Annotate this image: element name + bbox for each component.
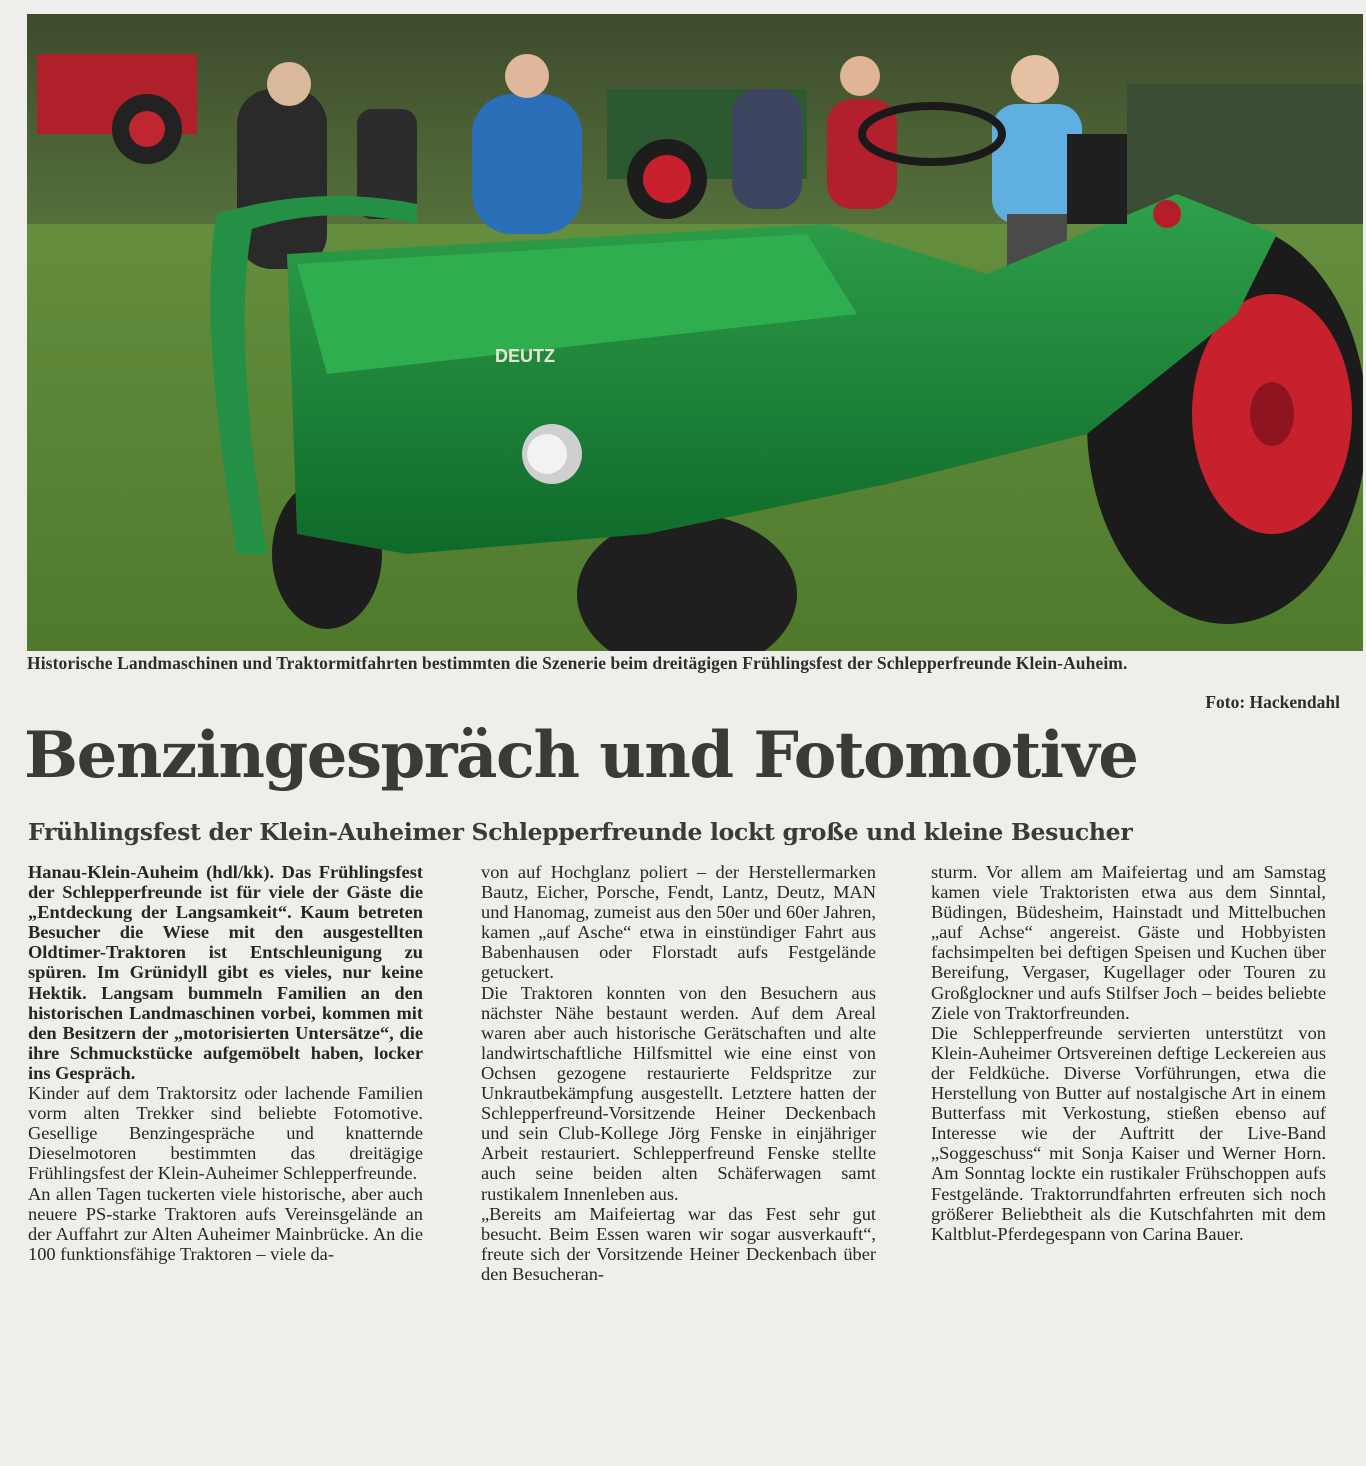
paragraph: Kinder auf dem Traktorsitz oder lachende Familien vorm alten Trekker sind beliebte Fotomotive. Gesellige Benzingespräche und knatternde Dieselmotoren bestimmten das dreitägige Frühlingsfest der Klein-Auheimer Schlepperfreunde. — [28, 1083, 423, 1184]
paragraph: „Bereits am Maifeiertag war das Fest sehr gut besucht. Beim Essen waren wir sogar ausverkauft“, freute sich der Vorsitzende Heiner Deckenbach über den Besucheran- — [481, 1203, 876, 1284]
article-column-2 — [481, 862, 876, 1284]
article-column-3 — [931, 862, 1326, 1244]
article-column-1 — [28, 862, 423, 1264]
article-headline: Benzingespräch und Fotomotive — [24, 718, 1138, 793]
photo-caption: Historische Landmaschinen und Traktormitfahrten bestimmten die Szenerie beim dreitägigen Frühlingsfest der Schlepperfreunde Klein-Auheim. — [27, 653, 1128, 673]
lead-paragraph: Hanau-Klein-Auheim (hdl/kk). Das Frühlingsfest der Schlepperfreunde ist für viele der Gäste die „Entdeckung der Langsamkeit“. Kaum betreten Besucher die Wiese mit den ausgestellten Oldtimer-Traktoren ist Entschleunigung zu spüren. Im Grünidyll gibt es vieles, nur keine Hektik. Langsam bummeln Familien an den historischen Landmaschinen vorbei, kommen mit den Besitzern der „motorisierten Untersätze“, die ihre Schmuckstücke aufgemöbelt haben, locker ins Gespräch. — [28, 862, 423, 1083]
photo-credit: Foto: Hackendahl — [1205, 692, 1340, 712]
hood-brand-badge: DEUTZ — [495, 346, 555, 366]
article-subheadline: Frühlingsfest der Klein-Auheimer Schlepperfreunde lockt große und kleine Besucher — [28, 818, 1133, 846]
paragraph: von auf Hochglanz poliert – der Herstellermarken Bautz, Eicher, Porsche, Fendt, Lantz, Deutz, MAN und Hanomag, zumeist aus den 50er und 60er Jahren, kamen „auf Asche“ etwa in einstündiger Fahrt aus Babenhausen oder Florstadt aufs Festgelände getuckert. — [481, 862, 876, 983]
paragraph: An allen Tagen tuckerten viele historische, aber auch neuere PS-starke Traktoren aufs Vereinsgelände an der Auffahrt zur Alten Auheimer Mainbrücke. An die 100 funktionsfähige Traktoren – viele da- — [28, 1183, 423, 1264]
paragraph: Die Traktoren konnten von den Besuchern aus nächster Nähe bestaunt werden. Auf dem Areal waren aber auch historische Gerätschaften und alte landwirtschaftliche Hilfsmittel wie eine einst von Ochsen gezogene restaurierte Feldspritze zur Unkrautbekämpfung ausgestellt. Letztere hatten der Schlepperfreund-Vorsitzende Heiner Deckenbach und sein Club-Kollege Jörg Fenske in einjähriger Arbeit restauriert. Schlepperfreund Fenske stellte auch seine beiden alten Schäferwagen samt rustikalem Innenleben aus. — [481, 982, 876, 1204]
article-photo — [27, 14, 1363, 651]
paragraph: Die Schlepperfreunde servierten unterstützt von Klein-Auheimer Ortsvereinen deftige Leckereien aus der Feldküche. Diverse Vorführungen, etwa die Herstellung von Butter auf nostalgische Art in einem Butterfass mit Verkostung, stießen ebenso auf Interesse wie der Auftritt der Live-Band „Soggeschuss“ mit Sonja Kaiser und Werner Horn. Am Sonntag lockte ein rustikaler Frühschoppen aufs Festgelände. Traktorrundfahrten erfreuten sich noch größerer Beliebtheit als die Kutschfahrten mit dem Kaltblut-Pferdegespann von Carina Bauer. — [931, 1022, 1326, 1244]
tractor-photo-illustration — [27, 14, 1363, 651]
paragraph: sturm. Vor allem am Maifeiertag und am Samstag kamen viele Traktoristen etwa aus dem Sinntal, Büdingen, Büdesheim, Hainstadt und Mittelbuchen „auf Achse“ angereist. Gäste und Hobbyisten fachsimpelten bei deftigen Speisen und Kuchen über Bereifung, Vergaser, Kugellager oder Touren zu Großglockner und aufs Stilfser Joch – beides beliebte Ziele von Traktorfreunden. — [931, 862, 1326, 1023]
